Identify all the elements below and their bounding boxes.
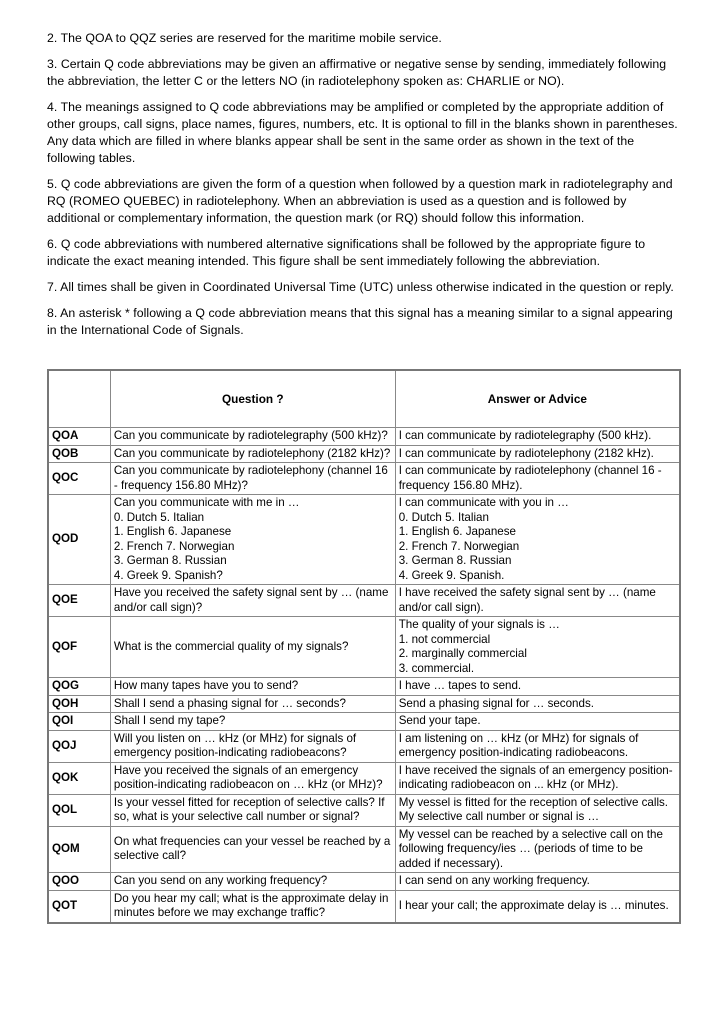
table-row [48,428,680,446]
answer-cell [395,730,680,762]
table-row [48,585,680,617]
q-code: QOK [48,762,110,794]
note-3: 3. Certain Q code abbreviations may be given an affirmative or negative sense by sending, immediately following the abbreviation, the letter C or the letters NO (in radiotelephony spoken as: CHARLIE or NO). [47,57,667,88]
answer-line: I am listening on … kHz (or MHz) for signals of emergency position-indicating radiobeacons. [398,731,639,759]
question-line: Is your vessel fitted for reception of selective calls? If so, what is your selective call number or signal? [113,795,385,823]
note-7: 7. All times shall be given in Coordinated Universal Time (UTC) unless otherwise indicated in the question or reply. [47,280,674,294]
q-code: QOC [48,463,110,495]
q-code: QOA [48,428,110,446]
answer-line: My vessel can be reached by a selective call on the following frequency/ies … (periods of time to be added if necessary). [398,827,663,870]
question-cell [110,713,395,731]
table-row [48,495,680,585]
answer-line: 3. commercial. [398,661,475,675]
question-cell [110,445,395,463]
question-line: Do you hear my call; what is the approximate delay in minutes before we may exchange traffic? [113,891,389,919]
q-code: QOH [48,695,110,713]
question-cell [110,794,395,826]
answer-cell [395,695,680,713]
answer-line: I can communicate by radiotelegraphy (500 kHz). [398,429,652,442]
q-code: QOG [48,678,110,696]
question-cell [110,495,395,585]
header-question: Question ? [110,370,395,428]
answer-cell [395,713,680,731]
q-code: QOO [48,873,110,891]
intro-notes [47,30,683,348]
answer-line: 2. French 7. Norwegian [398,539,520,553]
question-line: Can you communicate with me in … [113,496,300,509]
question-line: 3. German 8. Russian [113,554,227,567]
table-row [48,762,680,794]
answer-cell [395,585,680,617]
answer-line: I have received the signals of an emergency position-indicating radiobeacon on ... kHz (or MHz). [398,763,673,791]
answer-cell [395,428,680,446]
q-code-table [47,369,681,924]
question-line: 2. French 7. Norwegian [113,539,235,553]
answer-cell [395,873,680,891]
question-cell [110,678,395,696]
table-row [48,463,680,495]
answer-cell [395,445,680,463]
table-row [48,695,680,713]
table-row [48,713,680,731]
answer-cell [395,678,680,696]
question-cell [110,826,395,873]
answer-line: 2. marginally commercial [398,647,527,660]
table-row [48,826,680,873]
answer-line: 4. Greek 9. Spanish. [398,568,505,582]
question-line: How many tapes have you to send? [113,679,299,692]
question-line: 0. Dutch 5. Italian [113,510,205,524]
table-row [48,730,680,762]
question-cell [110,695,395,713]
answer-line: Send your tape. [398,714,481,727]
answer-line: My vessel is fitted for the reception of selective calls. My selective call number or signal is … [398,795,669,823]
answer-line: I can communicate with you in … [398,496,569,509]
question-line: Can you communicate by radiotelegraphy (500 kHz)? [113,429,388,442]
table-row [48,617,680,678]
question-line: Can you communicate by radiotelephony (channel 16 - frequency 156.80 MHz)? [113,464,388,492]
table-body [48,428,680,923]
question-cell [110,873,395,891]
table-row [48,678,680,696]
q-code: QOL [48,794,110,826]
q-code: QOI [48,713,110,731]
question-line: Shall I send my tape? [113,714,226,727]
question-cell [110,585,395,617]
table-row [48,445,680,463]
question-cell [110,463,395,495]
answer-cell [395,826,680,873]
header-answer: Answer or Advice [395,370,680,428]
note-4: 4. The meanings assigned to Q code abbreviations may be amplified or completed by the appropriate addition of other groups, call signs, place names, figures, numbers, etc. It is optional to fill in the blanks shown in parentheses. Any data which are filled in where blanks appear shall be sent in the same order as shown in the text of the following tables. [47,100,678,165]
answer-line: Send a phasing signal for … seconds. [398,696,594,710]
table-row [48,873,680,891]
answer-line: 1. English 6. Japanese [398,525,516,538]
note-8: 8. An asterisk * following a Q code abbreviation means that this signal has a meaning similar to a signal appearing in the International Code of Signals. [47,306,673,337]
table-header-row [48,370,680,428]
answer-line: I can communicate by radiotelephony (channel 16 - frequency 156.80 MHz). [398,464,662,492]
question-line: Can you send on any working frequency? [113,874,328,887]
q-code: QOJ [48,730,110,762]
answer-line: I hear your call; the approximate delay is … minutes. [398,898,669,912]
q-code: QOB [48,445,110,463]
table-row [48,794,680,826]
q-code: QOM [48,826,110,873]
answer-line: 0. Dutch 5. Italian [398,510,489,524]
note-5: 5. Q code abbreviations are given the form of a question when followed by a question mark in radiotelegraphy and RQ (ROMEO QUEBEC) in radiotelephony. When an abbreviation is used as a question and is followed by additional or complementary information, the question mark (or RQ) should follow this information. [47,177,673,225]
question-line: 1. English 6. Japanese [113,525,232,538]
question-cell [110,730,395,762]
answer-cell [395,794,680,826]
question-cell [110,617,395,678]
answer-line: I can communicate by radiotelephony (2182 kHz). [398,446,654,460]
question-line: 4. Greek 9. Spanish? [113,568,223,582]
q-code: QOE [48,585,110,617]
note-6: 6. Q code abbreviations with numbered alternative significations shall be followed by the appropriate figure to indicate the exact meaning intended. This figure shall be sent immediately following the abbreviation. [47,237,646,268]
question-cell [110,890,395,923]
answer-cell [395,762,680,794]
question-line: Can you communicate by radiotelephony (2182 kHz)? [113,446,391,460]
question-line: Have you received the signals of an emergency position-indicating radiobeacon on … kHz (or MHz)? [113,763,383,791]
answer-cell [395,617,680,678]
table-row [48,890,680,923]
q-code: QOT [48,890,110,923]
answer-line: I can send on any working frequency. [398,874,590,887]
answer-cell [395,463,680,495]
question-line: What is the commercial quality of my signals? [113,639,349,653]
q-code: QOD [48,495,110,585]
answer-line: 3. German 8. Russian [398,554,512,567]
answer-line: 1. not commercial [398,632,491,646]
question-line: On what frequencies can your vessel be reached by a selective call? [113,834,391,863]
answer-cell [395,495,680,585]
question-cell [110,428,395,446]
question-line: Shall I send a phasing signal for … seconds? [113,696,346,710]
answer-cell [395,890,680,923]
answer-line: The quality of your signals is … [398,618,560,631]
answer-line: I have … tapes to send. [398,679,522,692]
header-code [48,370,110,428]
question-line: Will you listen on … kHz (or MHz) for signals of emergency position-indicating radiobeacons? [113,731,357,759]
question-cell [110,762,395,794]
answer-line: I have received the safety signal sent by … (name and/or call sign). [398,586,656,614]
question-line: Have you received the safety signal sent by … (name and/or call sign)? [113,586,389,614]
note-2: 2. The QOA to QQZ series are reserved for the maritime mobile service. [47,31,442,45]
q-code: QOF [48,617,110,678]
